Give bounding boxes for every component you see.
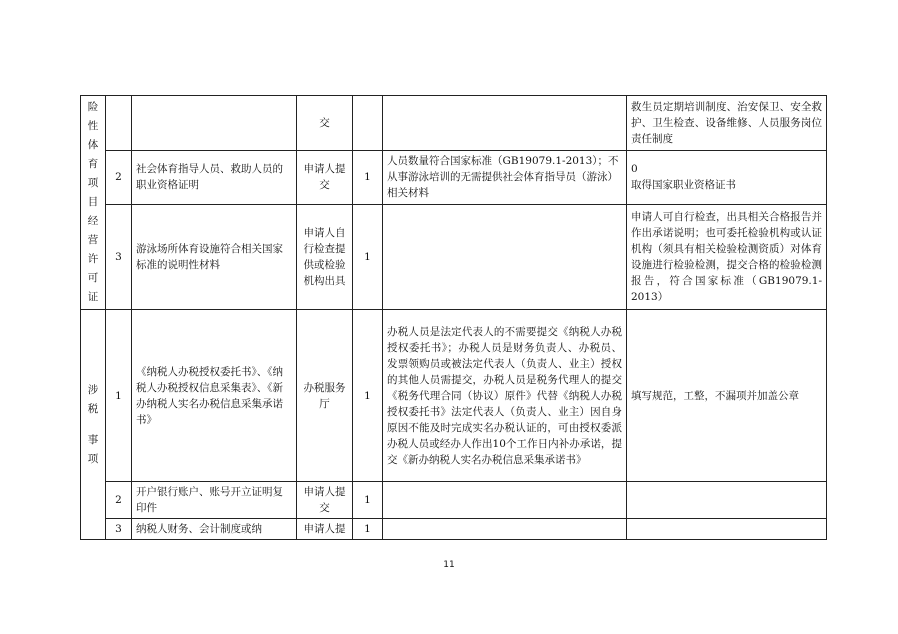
material-note: 办税人员是法定代表人的不需要提交《纳税人办税授权委托书》；办税人员是财务负责人、办税员、发票领购员或被法定代表人（负责人、业主）授权的其他人员需提交，办税人员是税务代理人的提交《税务代理合同（协议）原件》代替《纳税人办税授权委托书》法定代表人（负责人、业主）因自身原因不能及时完成实名办税认证的，可由授权委派办税人员或经办人作出10个工作日内补办承诺，提交《新办纳税人实名办税信息采集承诺书》 <box>383 310 627 482</box>
material-note <box>383 96 627 151</box>
category-cell <box>81 96 106 310</box>
table-row <box>81 482 827 519</box>
row-number: 3 <box>106 204 132 309</box>
row-number: 2 <box>106 482 132 519</box>
material-note: 人员数量符合国家标准（GB19079.1-2013）；不从事游泳培训的无需提供社会体育指导员（游泳）相关材料 <box>383 150 627 204</box>
material-source: 申请人提交 <box>297 482 353 519</box>
material-source: 申请人提交 <box>297 150 353 204</box>
material-requirement: 申请人可自行检查，出具相关合格报告并作出承诺说明；也可委托检验机构或认证机构（须具有相关检验检测资质）对体育设施进行检验检测，提交合格的检验检测报告，符合国家标准（GB19079.1-2013） <box>627 204 827 309</box>
material-note <box>383 482 627 519</box>
table-row <box>81 96 827 151</box>
page-number: 11 <box>443 560 455 570</box>
row-number: 2 <box>106 150 132 204</box>
category-label: 险性体育项目经营许可证 <box>87 101 99 303</box>
row-number: 1 <box>106 310 132 482</box>
table-row <box>81 519 827 540</box>
copy-count <box>353 96 383 151</box>
row-number <box>106 96 132 151</box>
table-row <box>81 310 827 482</box>
material-requirement <box>627 519 827 540</box>
row-number: 3 <box>106 519 132 540</box>
material-note <box>383 204 627 309</box>
copy-count: 1 <box>353 150 383 204</box>
material-requirement <box>627 482 827 519</box>
material-note <box>383 519 627 540</box>
requirements-table <box>80 95 827 540</box>
copy-count: 1 <box>353 204 383 309</box>
copy-count: 1 <box>353 310 383 482</box>
material-requirement: 救生员定期培训制度、治安保卫、安全救护、卫生检查、设备维修、人员服务岗位责任制度 <box>627 96 827 151</box>
material-requirement: 填写规范，工整，不漏项并加盖公章 <box>627 310 827 482</box>
requirement-line: 取得国家职业资格证书 <box>631 179 736 192</box>
copy-count: 1 <box>353 482 383 519</box>
material-source: 申请人提 <box>297 519 353 540</box>
material-name: 社会体育指导人员、救助人员的职业资格证明 <box>132 150 297 204</box>
requirement-line: 0 <box>631 163 638 176</box>
material-requirement <box>627 150 827 204</box>
category-label: 事项 <box>87 433 99 465</box>
material-source: 交 <box>297 96 353 151</box>
category-cell <box>81 310 106 540</box>
material-source: 申请人自行检查提供或检验机构出具 <box>297 204 353 309</box>
material-source: 办税服务厅 <box>297 310 353 482</box>
material-name: 纳税人财务、会计制度或纳 <box>132 519 297 540</box>
copy-count: 1 <box>353 519 383 540</box>
material-name <box>132 96 297 151</box>
table-row <box>81 204 827 309</box>
material-name: 开户银行账户、账号开立证明复印件 <box>132 482 297 519</box>
material-name: 游泳场所体育设施符合相关国家标准的说明性材料 <box>132 204 297 309</box>
table-row <box>81 150 827 204</box>
material-name: 《纳税人办税授权委托书》、《纳税人办税授权信息采集表》、《新办纳税人实名办税信息采集承诺书》 <box>132 310 297 482</box>
category-label: 涉税 <box>87 383 99 415</box>
